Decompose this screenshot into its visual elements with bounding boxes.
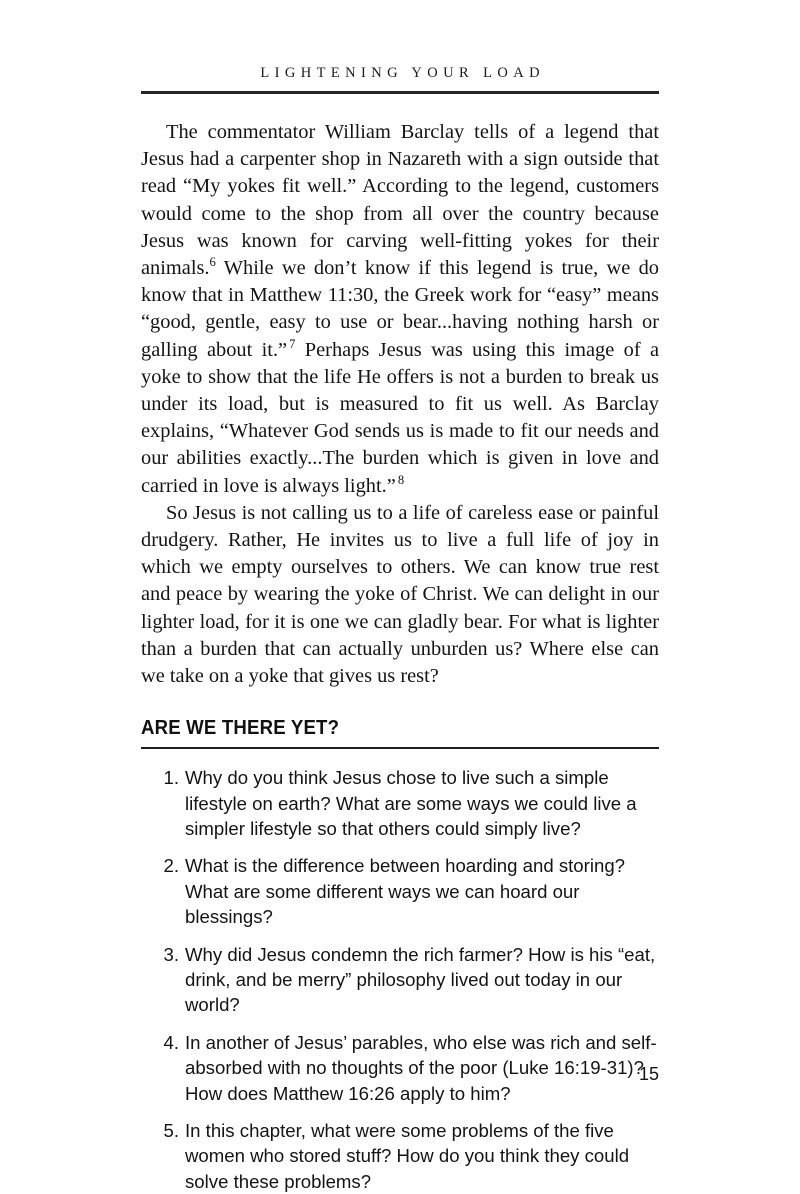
running-head: LIGHTENING YOUR LOAD bbox=[260, 65, 546, 81]
paragraph-1 bbox=[141, 119, 659, 500]
page-content-column bbox=[141, 0, 659, 1194]
list-item: Why do you think Jesus chose to live such a simple lifestyle on earth? What are some ways we could live a simpler lifestyle so that others could simply live? bbox=[185, 767, 637, 840]
paragraph-1-part-2: While we don’t know if this legend is true, we do know that in Matthew 11:30, the Greek work for “easy” means “good, gentle, easy to use or bear...having nothing harsh or galling about it.” bbox=[141, 256, 659, 361]
running-head-rule bbox=[141, 91, 659, 94]
paragraph-1-part-3: Perhaps Jesus was using this image of a yoke to show that the life He offers is not a burden to break us under its load, but is measured to fit us well. As Barclay explains, “Whatever God sends us is made to fit our needs and our abilities exactly...The burden which is given in love and carried in love is always light.” bbox=[141, 338, 660, 497]
body-text bbox=[141, 119, 659, 690]
section-heading: ARE WE THERE YET? bbox=[141, 717, 340, 740]
footnote-marker-7: 7 bbox=[289, 336, 296, 351]
footnote-marker-6: 6 bbox=[209, 255, 216, 270]
list-item: In another of Jesus’ parables, who else was rich and self-absorbed with no thoughts of the poor (Luke 16:19-31)? How does Matthew 16:26 apply to him? bbox=[185, 1031, 657, 1104]
question-list bbox=[141, 765, 659, 1194]
list-item: Why did Jesus condemn the rich farmer? How is his “eat, drink, and be merry” philosophy lived out today in our world? bbox=[185, 943, 656, 1016]
list-item: In this chapter, what were some problems of the five women who stored stuff? How do you think they could solve these problems? bbox=[185, 1120, 630, 1192]
list-item: What is the difference between hoarding and storing? What are some different ways we can hoard our blessings? bbox=[185, 855, 625, 928]
section-heading-rule bbox=[141, 747, 659, 749]
footnote-marker-8: 8 bbox=[397, 472, 405, 487]
paragraph-1-part-1: The commentator William Barclay tells of a legend that Jesus had a carpenter shop in Nazareth with a sign outside that read “My yokes fit well.” According to the legend, customers would come to the shop from all over the country because Jesus was known for carving well-fitting yokes for their animals. bbox=[141, 120, 659, 279]
page-number: 15 bbox=[638, 1064, 659, 1084]
paragraph-2: So Jesus is not calling us to a life of careless ease or painful drudgery. Rather, He invites us to live a full life of joy in which we empty ourselves to others. We can know true rest and peace by wearing the yoke of Christ. We can delight in our lighter load, for it is one we can gladly bear. For what is lighter than a burden that can actually unburden us? Where else can we take on a yoke that gives us rest? bbox=[141, 501, 659, 687]
